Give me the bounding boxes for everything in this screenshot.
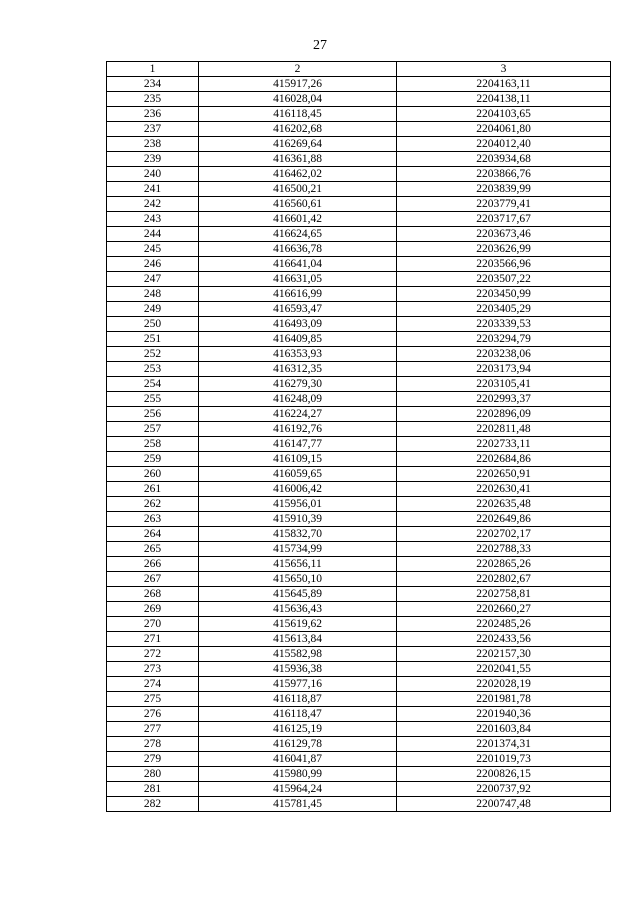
- point-number-cell: 272: [107, 647, 199, 662]
- point-number-cell: 239: [107, 152, 199, 167]
- x-coordinate-cell: 416059,65: [199, 467, 397, 482]
- table-row: [107, 77, 611, 92]
- point-number-cell: 242: [107, 197, 199, 212]
- y-coordinate-cell: 2204163,11: [397, 77, 611, 92]
- table-row: [107, 512, 611, 527]
- table-row: [107, 257, 611, 272]
- column-header-1: 1: [107, 62, 199, 77]
- point-number-cell: 275: [107, 692, 199, 707]
- x-coordinate-cell: 415956,01: [199, 497, 397, 512]
- table-row: [107, 692, 611, 707]
- y-coordinate-cell: 2201374,31: [397, 737, 611, 752]
- table-row: [107, 347, 611, 362]
- point-number-cell: 244: [107, 227, 199, 242]
- y-coordinate-cell: 2203173,94: [397, 362, 611, 377]
- table-row: [107, 497, 611, 512]
- x-coordinate-cell: 416312,35: [199, 362, 397, 377]
- table-row: [107, 572, 611, 587]
- table-row: [107, 647, 611, 662]
- y-coordinate-cell: 2204103,65: [397, 107, 611, 122]
- y-coordinate-cell: 2203339,53: [397, 317, 611, 332]
- table-row: [107, 422, 611, 437]
- y-coordinate-cell: 2204061,80: [397, 122, 611, 137]
- point-number-cell: 255: [107, 392, 199, 407]
- y-coordinate-cell: 2202635,48: [397, 497, 611, 512]
- page-number: 27: [313, 38, 327, 53]
- y-coordinate-cell: 2202041,55: [397, 662, 611, 677]
- point-number-cell: 240: [107, 167, 199, 182]
- y-coordinate-cell: 2203934,68: [397, 152, 611, 167]
- y-coordinate-cell: 2203717,67: [397, 212, 611, 227]
- y-coordinate-cell: 2203405,29: [397, 302, 611, 317]
- table-row: [107, 722, 611, 737]
- point-number-cell: 266: [107, 557, 199, 572]
- y-coordinate-cell: 2201603,84: [397, 722, 611, 737]
- x-coordinate-cell: 416248,09: [199, 392, 397, 407]
- table-row: [107, 632, 611, 647]
- table-row: [107, 92, 611, 107]
- x-coordinate-cell: 416601,42: [199, 212, 397, 227]
- point-number-cell: 246: [107, 257, 199, 272]
- x-coordinate-cell: 416361,88: [199, 152, 397, 167]
- point-number-cell: 273: [107, 662, 199, 677]
- table-row: [107, 122, 611, 137]
- y-coordinate-cell: 2202865,26: [397, 557, 611, 572]
- point-number-cell: 257: [107, 422, 199, 437]
- x-coordinate-cell: 416269,64: [199, 137, 397, 152]
- table-row: [107, 377, 611, 392]
- point-number-cell: 254: [107, 377, 199, 392]
- table-row: [107, 212, 611, 227]
- point-number-cell: 269: [107, 602, 199, 617]
- point-number-cell: 237: [107, 122, 199, 137]
- x-coordinate-cell: 416125,19: [199, 722, 397, 737]
- table-row: [107, 542, 611, 557]
- y-coordinate-cell: 2203673,46: [397, 227, 611, 242]
- point-number-cell: 274: [107, 677, 199, 692]
- y-coordinate-cell: 2202485,26: [397, 617, 611, 632]
- x-coordinate-cell: 415977,16: [199, 677, 397, 692]
- y-coordinate-cell: 2202802,67: [397, 572, 611, 587]
- x-coordinate-cell: 416147,77: [199, 437, 397, 452]
- point-number-cell: 238: [107, 137, 199, 152]
- x-coordinate-cell: 415650,10: [199, 572, 397, 587]
- point-number-cell: 268: [107, 587, 199, 602]
- table-row: [107, 227, 611, 242]
- table-row: [107, 482, 611, 497]
- table-header-row: [107, 62, 611, 77]
- x-coordinate-cell: 416129,78: [199, 737, 397, 752]
- y-coordinate-cell: 2202433,56: [397, 632, 611, 647]
- x-coordinate-cell: 416593,47: [199, 302, 397, 317]
- point-number-cell: 270: [107, 617, 199, 632]
- y-coordinate-cell: 2200737,92: [397, 782, 611, 797]
- x-coordinate-cell: 415582,98: [199, 647, 397, 662]
- table-row: [107, 197, 611, 212]
- table-row: [107, 287, 611, 302]
- point-number-cell: 280: [107, 767, 199, 782]
- y-coordinate-cell: 2202788,33: [397, 542, 611, 557]
- y-coordinate-cell: 2203294,79: [397, 332, 611, 347]
- x-coordinate-cell: 415656,11: [199, 557, 397, 572]
- x-coordinate-cell: 415636,43: [199, 602, 397, 617]
- point-number-cell: 234: [107, 77, 199, 92]
- x-coordinate-cell: 416192,76: [199, 422, 397, 437]
- table-row: [107, 272, 611, 287]
- point-number-cell: 249: [107, 302, 199, 317]
- x-coordinate-cell: 416631,05: [199, 272, 397, 287]
- y-coordinate-cell: 2202630,41: [397, 482, 611, 497]
- table-row: [107, 767, 611, 782]
- point-number-cell: 267: [107, 572, 199, 587]
- table-row: [107, 602, 611, 617]
- x-coordinate-cell: 415619,62: [199, 617, 397, 632]
- x-coordinate-cell: 416041,87: [199, 752, 397, 767]
- point-number-cell: 263: [107, 512, 199, 527]
- x-coordinate-cell: 415781,45: [199, 797, 397, 812]
- x-coordinate-cell: 415832,70: [199, 527, 397, 542]
- x-coordinate-cell: 416118,87: [199, 692, 397, 707]
- table-row: [107, 752, 611, 767]
- table-row: [107, 332, 611, 347]
- x-coordinate-cell: 415980,99: [199, 767, 397, 782]
- table-row: [107, 617, 611, 632]
- table-row: [107, 662, 611, 677]
- point-number-cell: 262: [107, 497, 199, 512]
- table-row: [107, 467, 611, 482]
- table-row: [107, 242, 611, 257]
- point-number-cell: 235: [107, 92, 199, 107]
- table-row: [107, 302, 611, 317]
- y-coordinate-cell: 2203839,99: [397, 182, 611, 197]
- x-coordinate-cell: 415613,84: [199, 632, 397, 647]
- table-row: [107, 107, 611, 122]
- y-coordinate-cell: 2203105,41: [397, 377, 611, 392]
- y-coordinate-cell: 2203507,22: [397, 272, 611, 287]
- table-row: [107, 167, 611, 182]
- point-number-cell: 279: [107, 752, 199, 767]
- table-row: [107, 737, 611, 752]
- y-coordinate-cell: 2202733,11: [397, 437, 611, 452]
- point-number-cell: 265: [107, 542, 199, 557]
- x-coordinate-cell: 416462,02: [199, 167, 397, 182]
- table-row: [107, 677, 611, 692]
- x-coordinate-cell: 416279,30: [199, 377, 397, 392]
- table-row: [107, 782, 611, 797]
- point-number-cell: 252: [107, 347, 199, 362]
- point-number-cell: 258: [107, 437, 199, 452]
- point-number-cell: 259: [107, 452, 199, 467]
- point-number-cell: 243: [107, 212, 199, 227]
- point-number-cell: 256: [107, 407, 199, 422]
- y-coordinate-cell: 2203779,41: [397, 197, 611, 212]
- x-coordinate-cell: 416118,47: [199, 707, 397, 722]
- table-row: [107, 557, 611, 572]
- point-number-cell: 281: [107, 782, 199, 797]
- y-coordinate-cell: 2200826,15: [397, 767, 611, 782]
- x-coordinate-cell: 416353,93: [199, 347, 397, 362]
- table-row: [107, 407, 611, 422]
- point-number-cell: 248: [107, 287, 199, 302]
- point-number-cell: 271: [107, 632, 199, 647]
- y-coordinate-cell: 2202684,86: [397, 452, 611, 467]
- table-row: [107, 707, 611, 722]
- y-coordinate-cell: 2201940,36: [397, 707, 611, 722]
- y-coordinate-cell: 2202758,81: [397, 587, 611, 602]
- point-number-cell: 245: [107, 242, 199, 257]
- point-number-cell: 278: [107, 737, 199, 752]
- table-row: [107, 137, 611, 152]
- y-coordinate-cell: 2202811,48: [397, 422, 611, 437]
- point-number-cell: 277: [107, 722, 199, 737]
- table-row: [107, 452, 611, 467]
- y-coordinate-cell: 2202157,30: [397, 647, 611, 662]
- x-coordinate-cell: 415936,38: [199, 662, 397, 677]
- x-coordinate-cell: 416118,45: [199, 107, 397, 122]
- table-body: [107, 77, 611, 812]
- y-coordinate-cell: 2203238,06: [397, 347, 611, 362]
- y-coordinate-cell: 2203450,99: [397, 287, 611, 302]
- x-coordinate-cell: 415964,24: [199, 782, 397, 797]
- y-coordinate-cell: 2202649,86: [397, 512, 611, 527]
- y-coordinate-cell: 2203566,96: [397, 257, 611, 272]
- table-row: [107, 527, 611, 542]
- y-coordinate-cell: 2200747,48: [397, 797, 611, 812]
- y-coordinate-cell: 2202660,27: [397, 602, 611, 617]
- point-number-cell: 236: [107, 107, 199, 122]
- x-coordinate-cell: 416006,42: [199, 482, 397, 497]
- y-coordinate-cell: 2202993,37: [397, 392, 611, 407]
- column-header-2: 2: [199, 62, 397, 77]
- point-number-cell: 264: [107, 527, 199, 542]
- y-coordinate-cell: 2202896,09: [397, 407, 611, 422]
- table-row: [107, 797, 611, 812]
- point-number-cell: 247: [107, 272, 199, 287]
- y-coordinate-cell: 2203626,99: [397, 242, 611, 257]
- point-number-cell: 276: [107, 707, 199, 722]
- coordinates-table: [106, 61, 611, 812]
- x-coordinate-cell: 416641,04: [199, 257, 397, 272]
- x-coordinate-cell: 416109,15: [199, 452, 397, 467]
- point-number-cell: 260: [107, 467, 199, 482]
- y-coordinate-cell: 2202028,19: [397, 677, 611, 692]
- table-row: [107, 317, 611, 332]
- y-coordinate-cell: 2201019,73: [397, 752, 611, 767]
- table-row: [107, 182, 611, 197]
- x-coordinate-cell: 415645,89: [199, 587, 397, 602]
- x-coordinate-cell: 416616,99: [199, 287, 397, 302]
- table-row: [107, 587, 611, 602]
- table-row: [107, 152, 611, 167]
- x-coordinate-cell: 416028,04: [199, 92, 397, 107]
- x-coordinate-cell: 416560,61: [199, 197, 397, 212]
- table-row: [107, 362, 611, 377]
- column-header-3: 3: [397, 62, 611, 77]
- y-coordinate-cell: 2202650,91: [397, 467, 611, 482]
- y-coordinate-cell: 2203866,76: [397, 167, 611, 182]
- point-number-cell: 253: [107, 362, 199, 377]
- x-coordinate-cell: 415734,99: [199, 542, 397, 557]
- x-coordinate-cell: 416500,21: [199, 182, 397, 197]
- point-number-cell: 261: [107, 482, 199, 497]
- x-coordinate-cell: 416493,09: [199, 317, 397, 332]
- x-coordinate-cell: 416636,78: [199, 242, 397, 257]
- x-coordinate-cell: 416202,68: [199, 122, 397, 137]
- point-number-cell: 282: [107, 797, 199, 812]
- table-row: [107, 437, 611, 452]
- y-coordinate-cell: 2204138,11: [397, 92, 611, 107]
- y-coordinate-cell: 2201981,78: [397, 692, 611, 707]
- x-coordinate-cell: 415910,39: [199, 512, 397, 527]
- x-coordinate-cell: 416224,27: [199, 407, 397, 422]
- y-coordinate-cell: 2204012,40: [397, 137, 611, 152]
- x-coordinate-cell: 416624,65: [199, 227, 397, 242]
- x-coordinate-cell: 415917,26: [199, 77, 397, 92]
- point-number-cell: 250: [107, 317, 199, 332]
- point-number-cell: 241: [107, 182, 199, 197]
- x-coordinate-cell: 416409,85: [199, 332, 397, 347]
- table-row: [107, 392, 611, 407]
- y-coordinate-cell: 2202702,17: [397, 527, 611, 542]
- point-number-cell: 251: [107, 332, 199, 347]
